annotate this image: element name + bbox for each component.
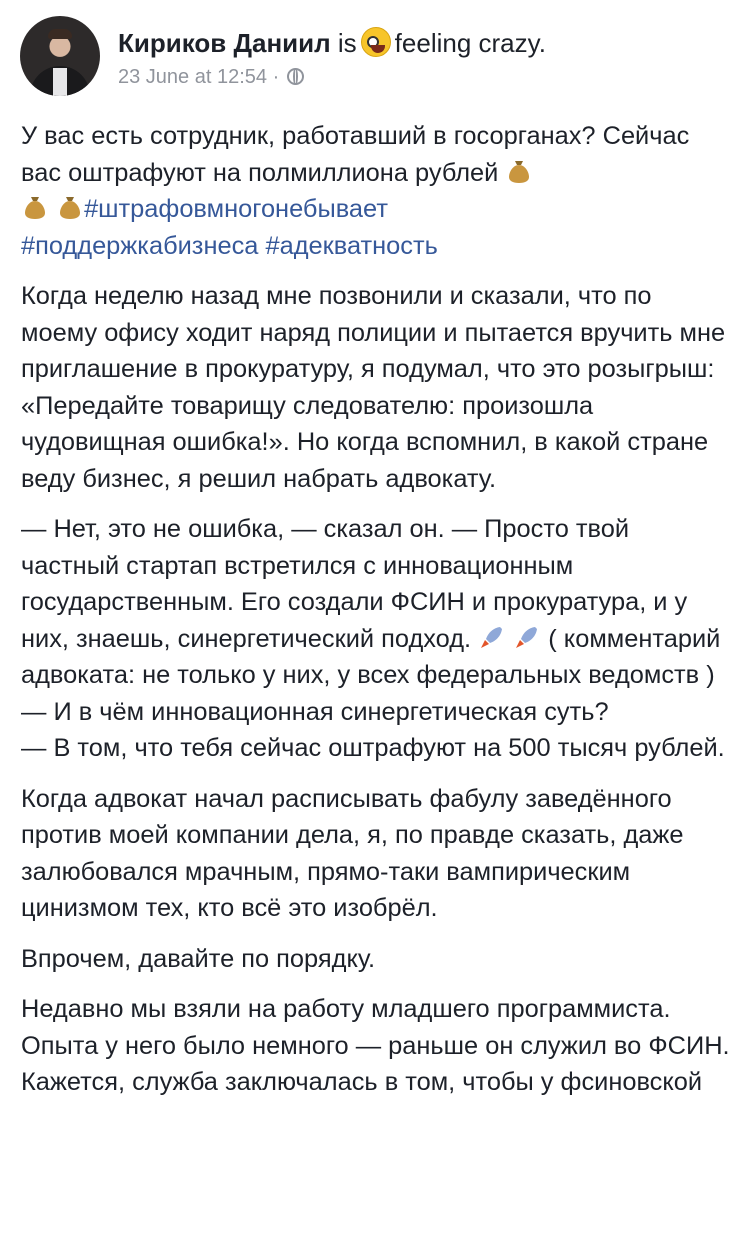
globe-icon[interactable] <box>287 68 304 85</box>
intro-text: У вас есть сотрудник, работавший в госорганах? Сейчас вас оштрафуют на полмиллиона рублей <box>21 122 697 187</box>
author-line <box>118 26 546 60</box>
post-dialogue <box>21 511 733 767</box>
lawyer-comment: ( комментарий адвоката: не только у них, у всех федеральных ведомств ) <box>21 624 728 689</box>
post-paragraph: Когда неделю назад мне позвонили и сказали, что по моему офису ходит наряд полиции и пытается вручить мне приглашение в прокуратуру, я подумал, что это розыгрыш: «Передайте товарищу следователю: произошла чудовищная ошибка!». Но когда вспомнил, в какой стране веду бизнес, я решил набрать адвокату. <box>21 282 733 493</box>
post-intro <box>21 118 733 264</box>
dialogue-line: — Нет, это не ошибка, — сказал он. — Просто твой частный стартап встретился с инновационным государственным. Его создали ФСИН и прокуратура, и у них, знаешь, синергетический подход. <box>21 515 695 653</box>
dialogue-line: — В том, что тебя сейчас оштрафуют на 500 тысяч рублей. <box>21 734 725 762</box>
avatar[interactable] <box>20 16 100 96</box>
money-bag-icon <box>21 193 49 221</box>
post-timestamp[interactable]: 23 June at 12:54 <box>118 66 268 88</box>
post-paragraph: Впрочем, давайте по порядку. <box>21 944 376 973</box>
avatar-hair <box>48 29 72 39</box>
rocket-icon <box>478 623 506 651</box>
money-bag-icon <box>56 193 84 221</box>
meta-separator: · <box>272 66 280 88</box>
post-paragraph: Недавно мы взяли на работу младшего программиста. Опыта у него было немного — раньше он служил во ФСИН. Кажется, служба заключалась в том, чтобы у фсиновской <box>21 995 737 1096</box>
post-paragraph: Когда адвокат начал расписывать фабулу заведённого против моей компании дела, я, по правде сказать, даже залюбовался мрачным, прямо-таки вампирическим цинизмом тех, кто всё это изобрёл. <box>21 784 691 922</box>
post-header <box>20 16 730 100</box>
hashtag-link[interactable]: #адекватность <box>265 231 438 260</box>
dialogue-line: — И в чём инновационная синергетическая суть? <box>21 697 609 726</box>
post-body <box>21 118 737 1115</box>
avatar-shirt <box>53 68 67 96</box>
feeling-prefix: is <box>337 28 357 58</box>
money-bag-icon <box>505 157 533 185</box>
hashtag-link[interactable]: #поддержкабизнеса <box>21 231 259 260</box>
feeling-text[interactable]: feeling crazy. <box>394 28 546 58</box>
rocket-icon <box>513 623 541 651</box>
hashtag-link[interactable]: #штрафовмногонебывает <box>84 195 388 223</box>
post-meta <box>118 64 304 90</box>
crazy-face-icon <box>361 27 391 57</box>
author-name-link[interactable]: Кириков Даниил <box>118 28 331 58</box>
